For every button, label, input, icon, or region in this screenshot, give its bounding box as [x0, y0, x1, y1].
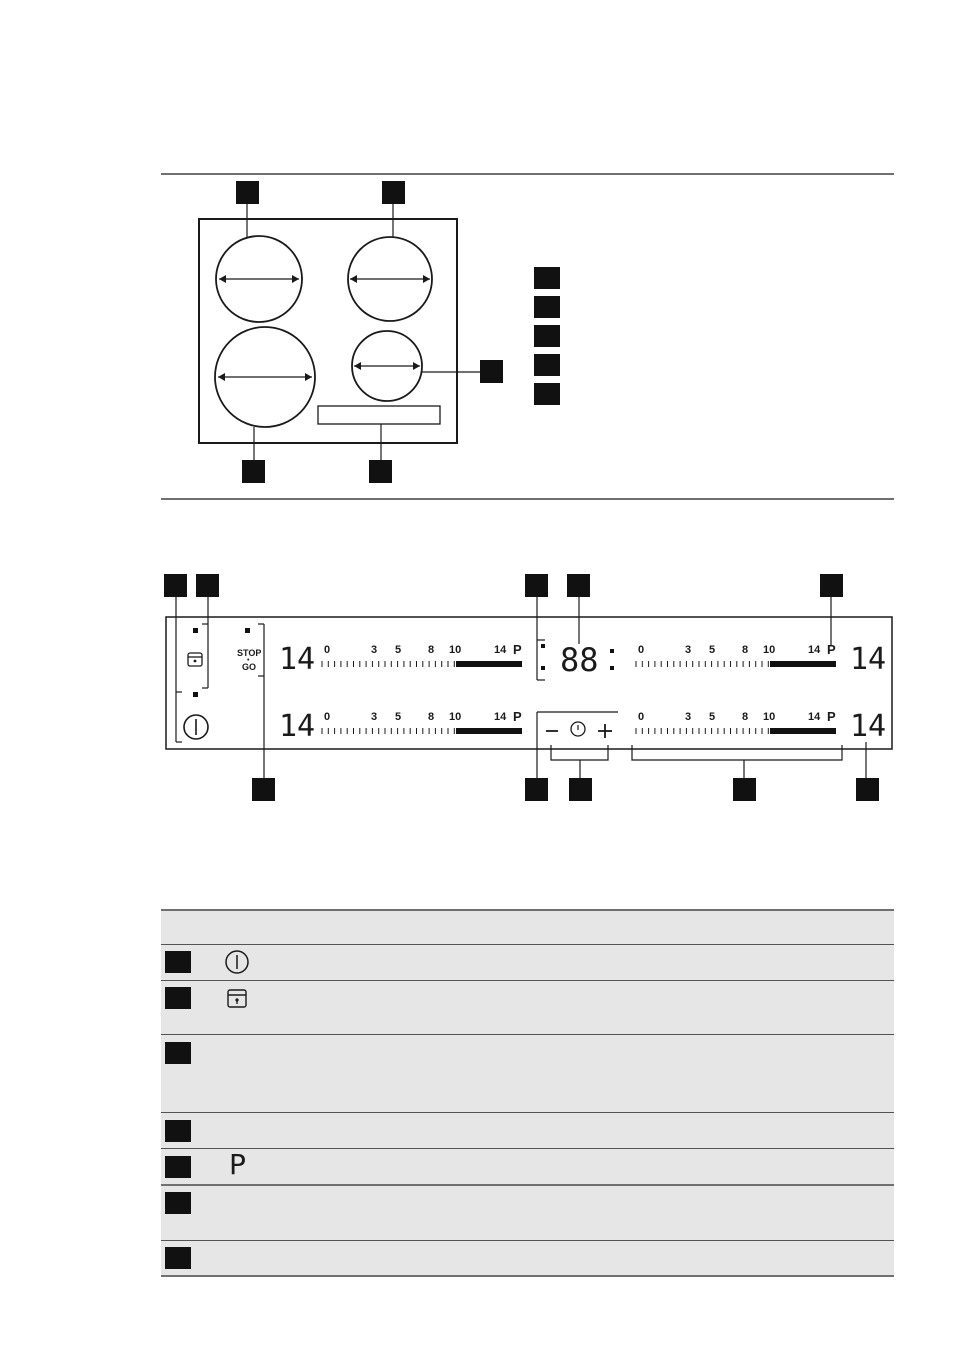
scale-tick-label: 5 — [395, 644, 402, 656]
stop-go-dot: • — [247, 657, 250, 664]
power-readout-front-left: 14 — [279, 642, 316, 677]
stop-go-sub: GO — [242, 662, 257, 672]
scale-tick-label: 8 — [742, 644, 749, 656]
scale-tick-label: 14 — [808, 644, 821, 656]
scale-tick-label: 8 — [428, 644, 435, 656]
table-symbol-p: P — [229, 1148, 246, 1181]
scale-tick-label: 8 — [428, 711, 435, 723]
stop-go-label: STOP — [237, 648, 262, 658]
power-readout-rear-left: 14 — [279, 709, 316, 744]
scale-tick-label: 14 — [494, 711, 507, 723]
scale-tick-label: 5 — [709, 644, 716, 656]
scale-tick-label: 3 — [371, 644, 378, 656]
scale-tick-label: 0 — [324, 644, 331, 656]
scale-tick-label: 8 — [742, 711, 749, 723]
scale-tick-label: 10 — [763, 711, 776, 723]
scale-tick-label: 14 — [494, 644, 507, 656]
scale-tick-label: P — [827, 642, 836, 657]
scale-tick-label: 0 — [638, 644, 645, 656]
scale-tick-label: 0 — [324, 711, 331, 723]
scale-tick-label: 3 — [371, 711, 378, 723]
scale-tick-label: 10 — [763, 644, 776, 656]
scale-tick-label: 3 — [685, 644, 692, 656]
scale-tick-label: 10 — [449, 644, 462, 656]
power-readout-rear-right: 14 — [850, 709, 887, 744]
scale-tick-label: P — [827, 709, 836, 724]
onoff-icon — [226, 951, 248, 973]
scale-tick-label: P — [513, 642, 522, 657]
timer-display: 88 — [560, 641, 599, 679]
scale-tick-label: 5 — [709, 711, 716, 723]
scale-tick-label: 5 — [395, 711, 402, 723]
scale-tick-label: P — [513, 709, 522, 724]
scale-tick-label: 10 — [449, 711, 462, 723]
scale-tick-label: 0 — [638, 711, 645, 723]
lock-icon — [228, 990, 246, 1007]
power-readout-front-right: 14 — [850, 642, 887, 677]
scale-tick-label: 14 — [808, 711, 821, 723]
scale-tick-label: 3 — [685, 711, 692, 723]
